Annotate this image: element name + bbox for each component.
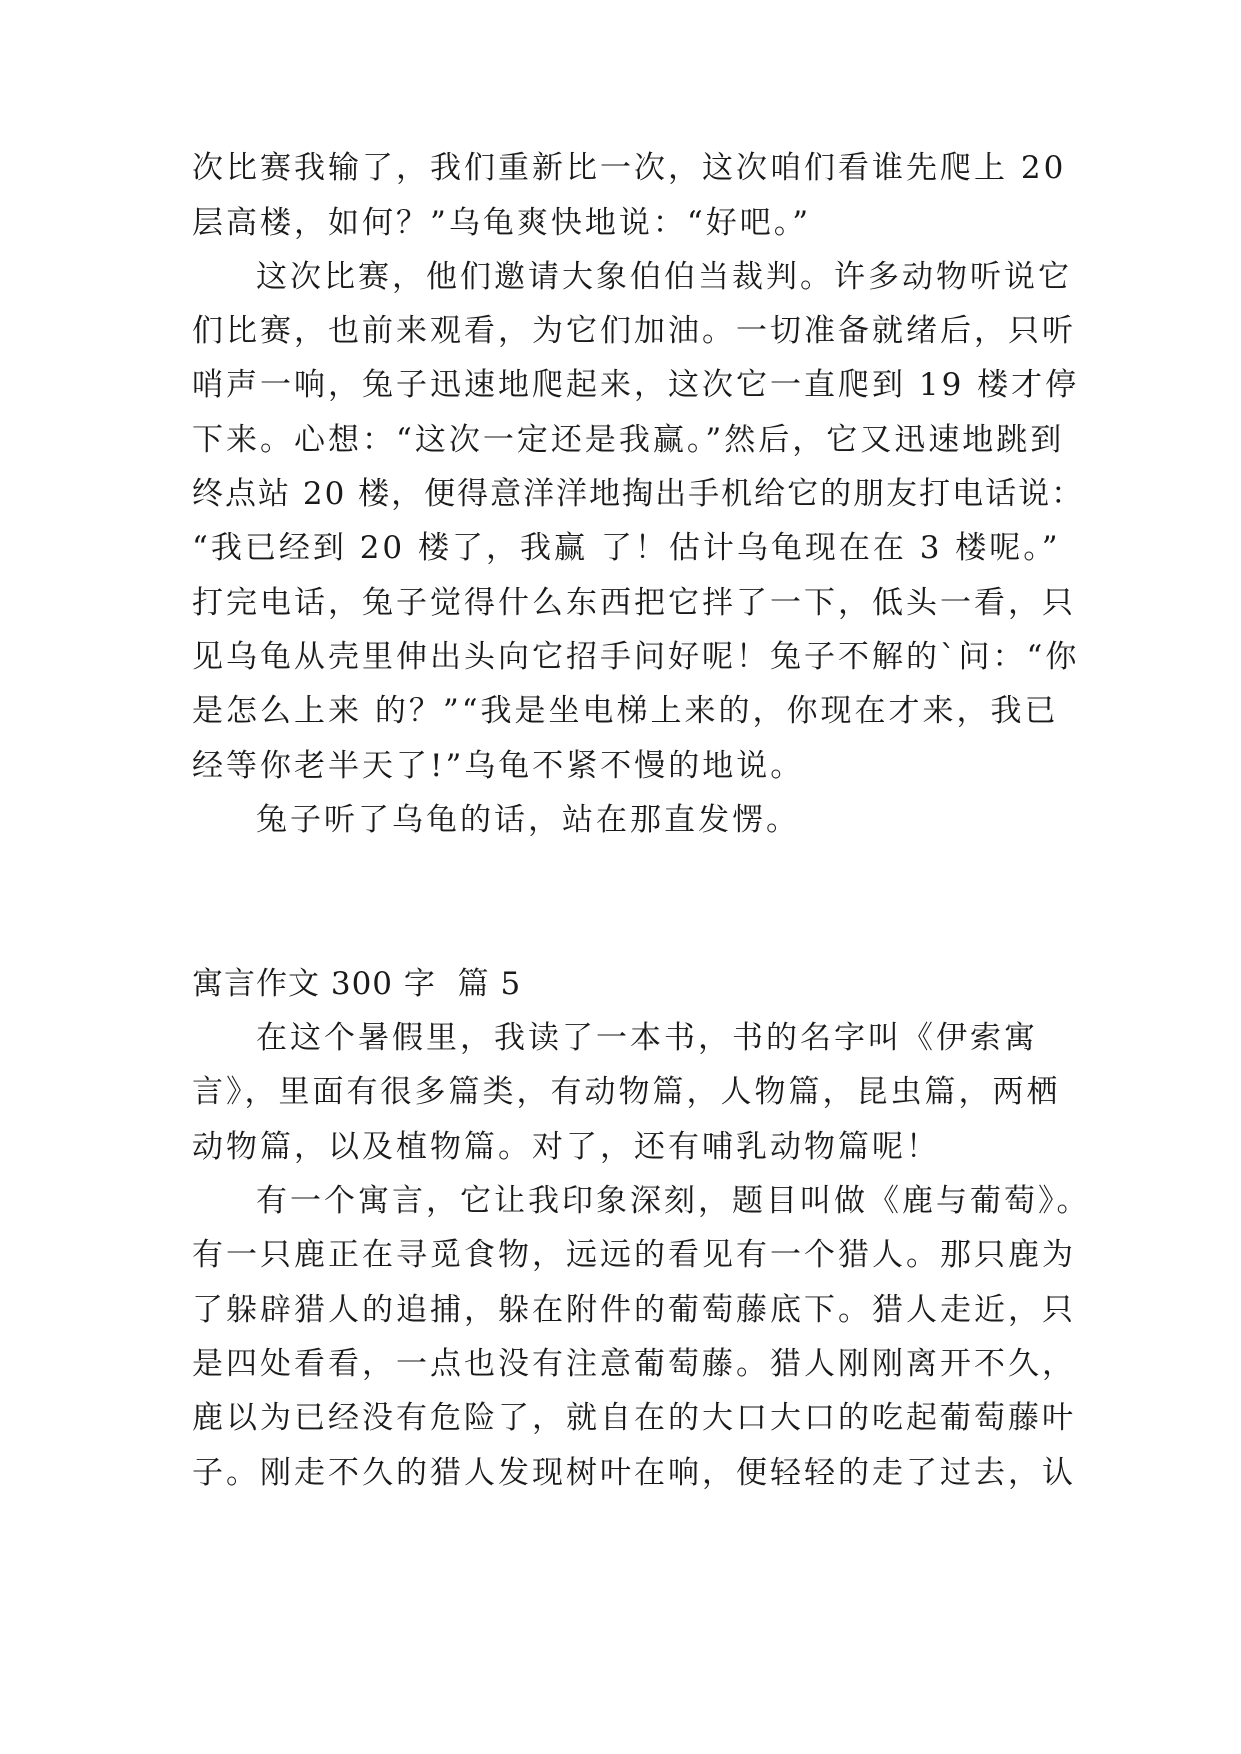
text-line: 经等你老半天了!”乌龟不紧不慢的地说。: [192, 748, 805, 784]
text-line: 们比赛，也前来观看，为它们加油。一切准备就绪后，只听: [192, 313, 1076, 349]
text-line: 见乌龟从壳里伸出头向它招手问好呢！兔子不解的`问：“你: [192, 639, 1080, 675]
section-heading: 寓言作文 300 字 篇 5: [192, 966, 522, 1002]
text-line: 是四处看看，一点也没有注意葡萄藤。猎人刚刚离开不久，: [192, 1346, 1076, 1382]
text-line: 了躲辟猎人的追捕，躲在附件的葡萄藤底下。猎人走近，只: [192, 1292, 1076, 1328]
text-line: 哨声一响，兔子迅速地爬起来，这次它一直爬到 19 楼才停: [192, 367, 1080, 403]
text-line: 是怎么上来 的？”“我是坐电梯上来的，你现在才来，我已: [192, 693, 1059, 729]
text-line: 下来。心想：“这次一定还是我赢。”然后，它又迅速地跳到: [192, 422, 1065, 458]
text-line: 言》，里面有很多篇类，有动物篇，人物篇，昆虫篇，两栖: [192, 1074, 1061, 1110]
text-line: 子。刚走不久的猎人发现树叶在响，便轻轻的走了过去，认: [192, 1455, 1076, 1491]
text-line: 动物篇，以及植物篇。对了，还有哺乳动物篇呢！: [192, 1129, 940, 1165]
text-line: 层高楼，如何？”乌龟爽快地说：“好吧。”: [192, 205, 812, 241]
text-line: “我已经到 20 楼了，我赢 了！估计乌龟现在在 3 楼呢。”: [192, 530, 1061, 566]
text-line: 次比赛我输了，我们重新比一次，这次咱们看谁先爬上 20: [192, 150, 1067, 186]
text-line: 终点站 20 楼，便得意洋洋地掏出手机给它的朋友打电话说：: [192, 476, 1085, 512]
text-line: 有一只鹿正在寻觅食物，远远的看见有一个猎人。那只鹿为: [192, 1237, 1076, 1273]
paragraph-start-line: 这次比赛，他们邀请大象伯伯当裁判。许多动物听说它: [256, 259, 1072, 295]
paragraph-start-line: 在这个暑假里，我读了一本书，书的名字叫《伊索寓: [256, 1020, 1038, 1056]
text-line: 鹿以为已经没有危险了，就自在的大口大口的吃起葡萄藤叶: [192, 1400, 1076, 1436]
text-line: 打完电话，兔子觉得什么东西把它拌了一下，低头一看，只: [192, 585, 1076, 621]
paragraph-start-line: 有一个寓言，它让我印象深刻，题目叫做《鹿与葡萄》。: [256, 1183, 1091, 1219]
paragraph-start-line: 兔子听了乌龟的话，站在那直发愣。: [256, 802, 800, 838]
